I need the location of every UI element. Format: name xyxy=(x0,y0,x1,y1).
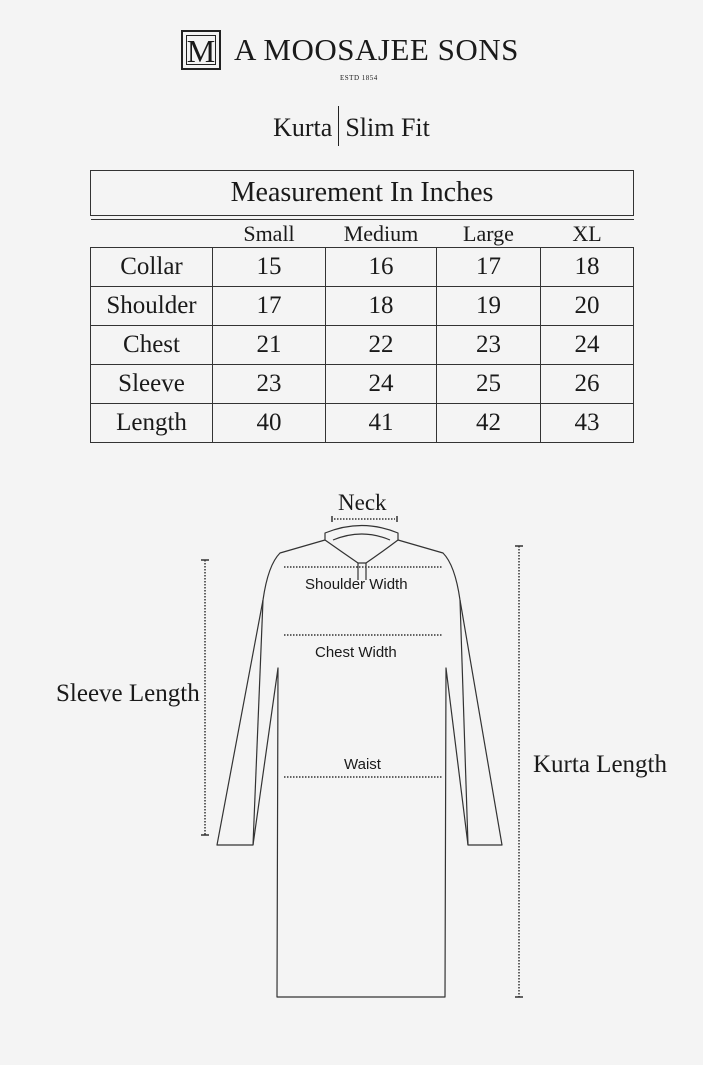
neck-label: Neck xyxy=(338,490,387,515)
column-header: Medium xyxy=(326,220,437,248)
shoulder-width-label: Shoulder Width xyxy=(305,576,408,593)
table-cell: 24 xyxy=(326,365,437,404)
table-cell: 17 xyxy=(213,287,326,326)
table-cell: 42 xyxy=(437,404,541,443)
table-cell: 23 xyxy=(213,365,326,404)
table-cell: 15 xyxy=(213,248,326,287)
kurta-collar-inner xyxy=(333,534,390,540)
table-cell: 22 xyxy=(326,326,437,365)
row-label: Length xyxy=(91,404,213,443)
column-header: Small xyxy=(213,220,326,248)
product-fit: Slim Fit xyxy=(345,113,430,142)
column-header: XL xyxy=(541,220,634,248)
row-label: Shoulder xyxy=(91,287,213,326)
column-header: Large xyxy=(437,220,541,248)
table-cell: 25 xyxy=(437,365,541,404)
table-cell: 17 xyxy=(437,248,541,287)
logo-letter: M xyxy=(186,33,216,69)
waist-label: Waist xyxy=(344,756,381,773)
row-label: Collar xyxy=(91,248,213,287)
kurta-collar xyxy=(325,526,398,564)
table-cell: 41 xyxy=(326,404,437,443)
table-cell: 24 xyxy=(541,326,634,365)
row-label: Sleeve xyxy=(91,365,213,404)
table-cell: 18 xyxy=(541,248,634,287)
brand-established: ESTD 1854 xyxy=(340,74,378,82)
table-title: Measurement In Inches xyxy=(91,171,634,216)
chest-width-label: Chest Width xyxy=(315,644,397,661)
brand-logo xyxy=(181,30,221,70)
table-cell: 19 xyxy=(437,287,541,326)
table-cell: 21 xyxy=(213,326,326,365)
row-label: Chest xyxy=(91,326,213,365)
table-cell: 26 xyxy=(541,365,634,404)
table-cell: 16 xyxy=(326,248,437,287)
table-cell: 20 xyxy=(541,287,634,326)
product-type: Kurta xyxy=(273,113,333,142)
kurta-length-label: Kurta Length xyxy=(533,751,667,778)
table-cell: 40 xyxy=(213,404,326,443)
sleeve-length-label: Sleeve Length xyxy=(56,680,200,707)
table-cell: 43 xyxy=(541,404,634,443)
brand-name: A MOOSAJEE SONS xyxy=(234,32,519,67)
table-cell: 18 xyxy=(326,287,437,326)
table-cell: 23 xyxy=(437,326,541,365)
